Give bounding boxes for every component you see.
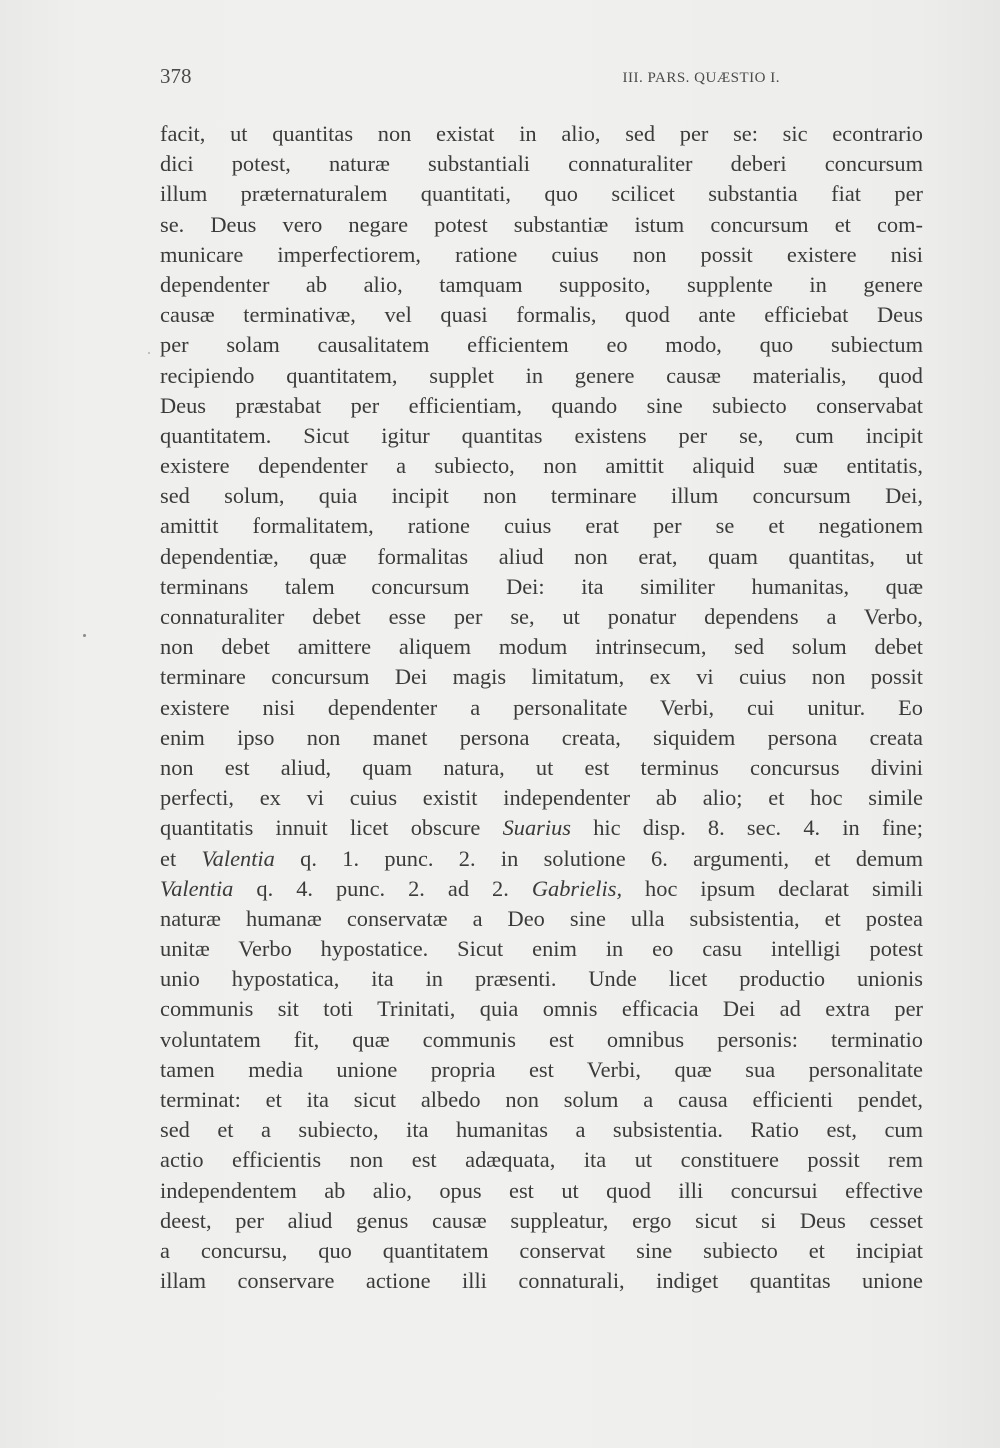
text-line: deest, per aliud genus causæ suppleatur, ergo sicut si Deus cesset: [160, 1207, 923, 1233]
text-line: existere nisi dependenter a personalitate Verbi, cui unitur. Eo: [160, 694, 923, 720]
text-line: tamen media unione propria est Verbi, quæ sua personalitate: [160, 1056, 923, 1082]
text-line: existere dependenter a subiecto, non amittit aliquid suæ entitatis,: [160, 453, 923, 479]
text-line: a concursu, quo quantitatem conservat sine subiecto et incipiat: [160, 1237, 923, 1263]
text-line: unio hypostatica, ita in præsenti. Unde licet productio unionis: [160, 966, 923, 992]
text-line: sed et a subiecto, ita humanitas a subsistentia. Ratio est, cum: [160, 1117, 923, 1143]
body-text: [160, 119, 923, 1296]
running-head: III. PARS. QUÆSTIO I.: [622, 70, 780, 86]
text-line: actio efficientis non est adæquata, ita ut constituere possit rem: [160, 1147, 923, 1173]
text-line: naturæ humanæ conservatæ a Deo sine ulla subsistentia, et postea: [160, 905, 923, 931]
text-line: quantitatem. Sicut igitur quantitas existens per se, cum incipit: [160, 422, 923, 448]
text-line: Deus præstabat per efficientiam, quando sine subiecto conservabat: [160, 392, 923, 418]
text-line: communis sit toti Trinitati, quia omnis efficacia Dei ad extra per: [160, 996, 923, 1022]
text-line: municare imperfectiorem, ratione cuius non possit existere nisi: [160, 241, 923, 267]
text-line: non est aliud, quam natura, ut est terminus concursus divini: [160, 754, 923, 780]
text-line: illum præternaturalem quantitati, quo scilicet substantia fiat per: [160, 181, 923, 207]
text-line: dependenter ab alio, tamquam supposito, supplente in genere: [160, 271, 923, 297]
text-line: sed solum, quia incipit non terminare illum concursum Dei,: [160, 483, 923, 509]
text-line: terminat: et ita sicut albedo non solum a causa efficienti pendet,: [160, 1087, 923, 1112]
text-line: recipiendo quantitatem, supplet in genere causæ materialis, quod: [160, 362, 923, 388]
text-line: unitæ Verbo hypostatice. Sicut enim in eo casu intelligi potest: [160, 936, 923, 962]
text-line: non debet amittere aliquem modum intrinsecum, sed solum debet: [160, 634, 923, 660]
text-line: Valentia q. 4. punc. 2. ad 2. Gabrielis, hoc ipsum declarat simili: [160, 875, 923, 901]
text-line: et Valentia q. 1. punc. 2. in solutione 6. argumenti, et demum: [160, 845, 923, 871]
text-line: per solam causalitatem efficientem eo modo, quo subiectum: [160, 332, 923, 358]
text-line: quantitatis innuit licet obscure Suarius hic disp. 8. sec. 4. in fine;: [160, 815, 923, 841]
speck-mark: [83, 634, 86, 637]
text-line: perfecti, ex vi cuius existit independenter ab alio; et hoc simile: [160, 785, 923, 811]
text-line: causæ terminativæ, vel quasi formalis, quod ante efficiebat Deus: [160, 302, 923, 328]
text-line: voluntatem fit, quæ communis est omnibus personis: terminatio: [160, 1026, 923, 1052]
text-line: enim ipso non manet persona creata, siquidem persona creata: [160, 724, 923, 750]
text-line: facit, ut quantitas non existat in alio, sed per se: sic econtrario: [160, 121, 923, 146]
text-line: illam conservare actione illi connaturali, indiget quantitas unione: [160, 1268, 923, 1294]
text-line: se. Deus vero negare potest substantiæ istum concursum et com-: [160, 211, 923, 237]
page-header: [160, 64, 920, 94]
text-line: terminare concursum Dei magis limitatum, ex vi cuius non possit: [160, 664, 923, 690]
text-line: dici potest, naturæ substantiali connaturaliter deberi concursum: [160, 151, 923, 177]
page-number: 378: [160, 64, 192, 88]
text-line: connaturaliter debet esse per se, ut ponatur dependens a Verbo,: [160, 604, 923, 629]
text-line: dependentiæ, quæ formalitas aliud non erat, quam quantitas, ut: [160, 543, 923, 569]
text-line: terminans talem concursum Dei: ita similiter humanitas, quæ: [160, 573, 923, 599]
text-line: amittit formalitatem, ratione cuius erat per se et negationem: [160, 513, 923, 539]
text-line: independentem ab alio, opus est ut quod illi concursui effective: [160, 1177, 923, 1203]
speck-mark: [148, 352, 150, 354]
